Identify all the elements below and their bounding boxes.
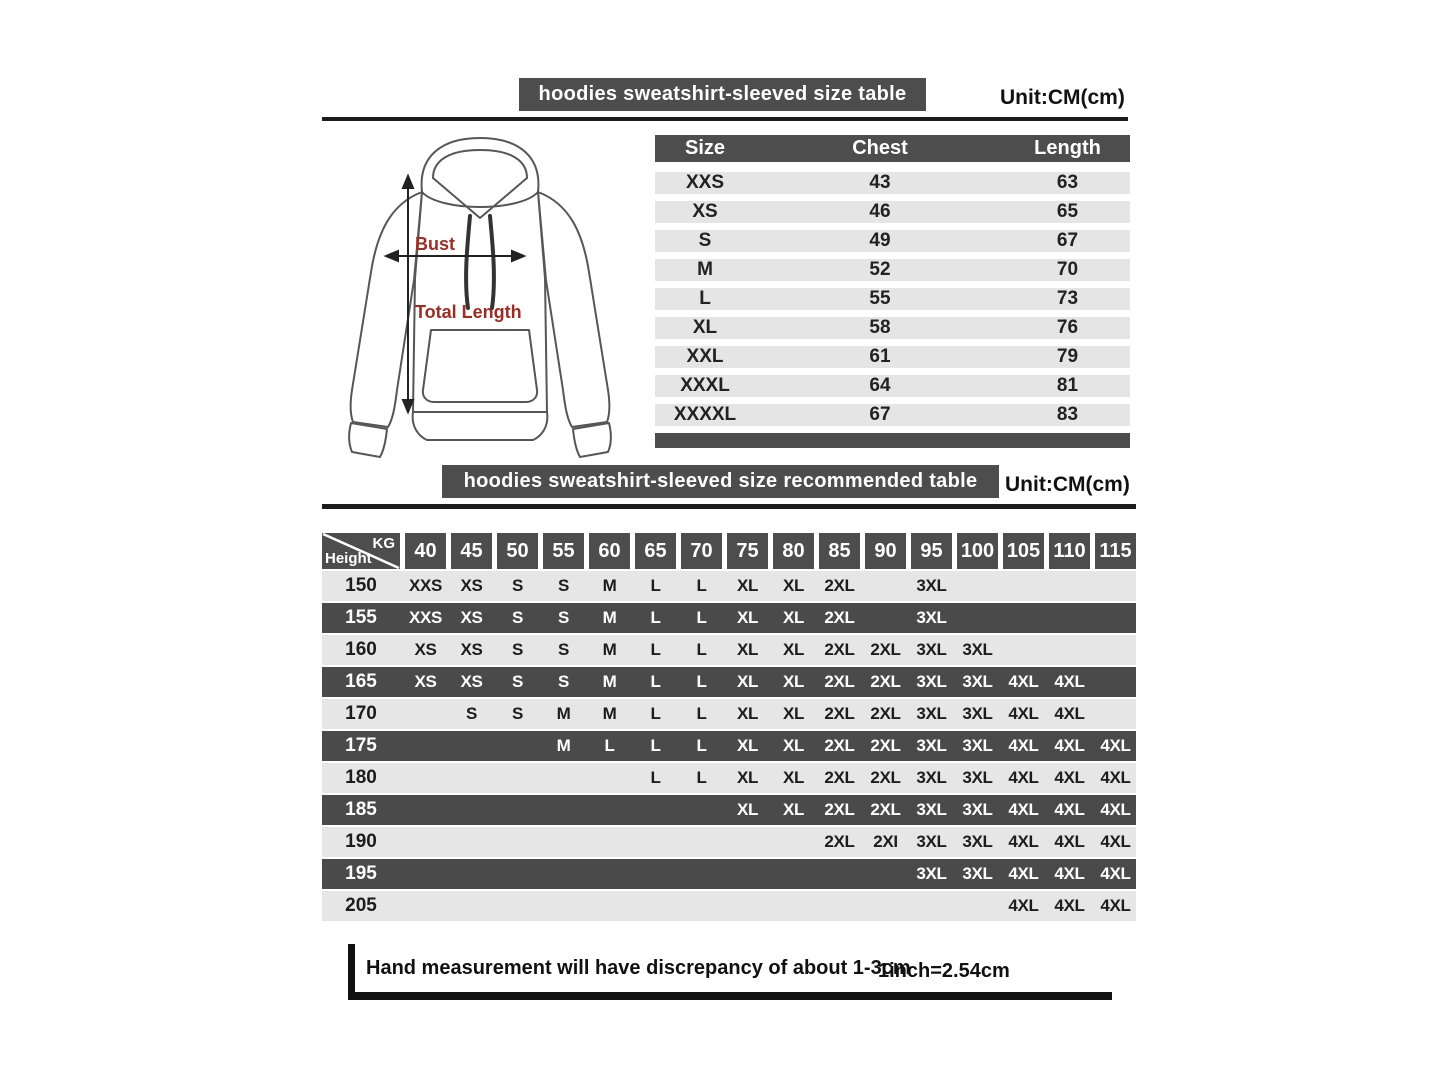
matrix-size-cell: L xyxy=(650,736,661,755)
divider-line-2 xyxy=(322,504,1136,509)
matrix-size-cell: M xyxy=(602,672,617,691)
matrix-size-cell: 2XL xyxy=(824,768,855,787)
matrix-size-cell: 2XL xyxy=(870,800,901,819)
matrix-size-cell: 4XL xyxy=(1054,736,1085,755)
matrix-size-cell: 2XL xyxy=(824,704,855,723)
hoodie-right-cuff xyxy=(573,423,611,457)
matrix-height-label: 180 xyxy=(345,767,377,788)
size-table xyxy=(655,135,1130,448)
matrix-size-cell: XL xyxy=(736,640,759,659)
size-cell-length: 73 xyxy=(1056,288,1079,309)
matrix-size-cell: XS xyxy=(460,640,483,659)
hoodie-left-sleeve xyxy=(351,192,422,427)
matrix-size-cell: 4XL xyxy=(1008,832,1039,851)
length-arrow-head-top xyxy=(403,176,413,188)
size-cell-length: 76 xyxy=(1056,317,1079,338)
matrix-size-cell: 4XL xyxy=(1054,704,1085,723)
size-cell-chest: 46 xyxy=(869,201,891,222)
matrix-size-cell: 3XL xyxy=(916,800,947,819)
matrix-row xyxy=(322,891,1136,921)
hoodie-right-sleeve xyxy=(538,192,609,427)
size-table-row xyxy=(655,172,1130,194)
size-cell-size: XS xyxy=(692,201,718,222)
matrix-size-cell: 4XL xyxy=(1054,672,1085,691)
matrix-height-label: 205 xyxy=(345,895,377,916)
matrix-size-cell: S xyxy=(511,640,524,659)
size-table-header-size: Size xyxy=(684,137,726,159)
matrix-size-cell: S xyxy=(511,608,524,627)
recommended-table-title: hoodies sweatshirt-sleeved size recommended table xyxy=(463,470,978,492)
matrix-size-cell: 2XL xyxy=(870,768,901,787)
size-cell-size: M xyxy=(697,259,713,280)
matrix-size-cell: 2XL xyxy=(870,736,901,755)
matrix-size-cell: 3XL xyxy=(916,736,947,755)
matrix-height-label: 170 xyxy=(345,703,377,724)
matrix-size-cell: 4XL xyxy=(1054,896,1085,915)
weight-header-cell: 95 xyxy=(911,533,952,569)
matrix-size-cell: 3XL xyxy=(962,768,993,787)
matrix-size-cell: XL xyxy=(782,672,805,691)
matrix-row xyxy=(322,859,1136,889)
size-table-row xyxy=(655,201,1130,223)
matrix-size-cell: XL xyxy=(782,800,805,819)
unit-label-2: Unit:CM(cm) xyxy=(1005,473,1130,496)
matrix-size-cell: XL xyxy=(782,768,805,787)
size-table-row xyxy=(655,317,1130,339)
matrix-size-cell: L xyxy=(696,704,707,723)
matrix-height-label: 150 xyxy=(345,575,377,596)
size-table-header xyxy=(655,135,1130,162)
size-cell-size: XL xyxy=(692,317,718,338)
hoodie-hem xyxy=(413,412,548,440)
matrix-row xyxy=(322,763,1136,793)
length-arrow-head-bottom xyxy=(403,400,413,412)
matrix-size-cell: 4XL xyxy=(1008,704,1039,723)
matrix-size-cell: M xyxy=(556,736,571,755)
matrix-size-cell: XL xyxy=(736,800,759,819)
unit-label-1: Unit:CM(cm) xyxy=(1000,86,1125,109)
matrix-row xyxy=(322,635,1136,665)
matrix-size-cell: 3XL xyxy=(916,672,947,691)
size-table-header-length: Length xyxy=(1034,137,1101,159)
hoodie-pocket xyxy=(423,330,537,402)
weight-header-cell: 105 xyxy=(1003,533,1044,569)
matrix-size-cell: L xyxy=(696,608,707,627)
matrix-size-cell: L xyxy=(696,768,707,787)
matrix-size-cell: 4XL xyxy=(1008,864,1039,883)
matrix-size-cell: L xyxy=(696,640,707,659)
corner-kg-label: KG xyxy=(372,535,395,552)
size-cell-chest: 43 xyxy=(869,172,891,193)
matrix-size-cell: 3XL xyxy=(916,768,947,787)
matrix-size-cell: 4XL xyxy=(1008,672,1039,691)
matrix-size-cell: L xyxy=(650,576,661,595)
matrix-size-cell: 3XL xyxy=(916,576,947,595)
matrix-height-label: 175 xyxy=(345,735,377,756)
weight-header-cell: 80 xyxy=(773,533,814,569)
size-cell-size: L xyxy=(699,288,711,309)
matrix-size-cell: M xyxy=(556,704,571,723)
matrix-size-cell: 4XL xyxy=(1054,864,1085,883)
size-cell-size: XXS xyxy=(685,172,725,193)
matrix-height-label: 195 xyxy=(345,863,377,884)
size-cell-chest: 52 xyxy=(869,259,891,280)
hoodie-left-cuff xyxy=(349,423,387,457)
matrix-size-cell: XL xyxy=(782,608,805,627)
matrix-height-label: 190 xyxy=(345,831,377,852)
size-cell-chest: 58 xyxy=(869,317,891,338)
matrix-size-cell: 4XL xyxy=(1100,864,1131,883)
matrix-size-cell: XS xyxy=(460,576,483,595)
matrix-size-cell: L xyxy=(650,672,661,691)
matrix-size-cell: 2XL xyxy=(824,800,855,819)
matrix-size-cell: 4XL xyxy=(1100,768,1131,787)
matrix-size-cell: 3XL xyxy=(916,608,947,627)
size-table-title: hoodies sweatshirt-sleeved size table xyxy=(538,83,907,105)
matrix-size-cell: 4XL xyxy=(1054,832,1085,851)
matrix-size-cell: XL xyxy=(736,704,759,723)
matrix-size-cell: M xyxy=(602,576,617,595)
size-cell-size: S xyxy=(698,230,712,251)
matrix-corner-cell xyxy=(322,533,400,569)
matrix-size-cell: 2XL xyxy=(824,640,855,659)
matrix-size-cell: L xyxy=(650,608,661,627)
matrix-size-cell: 3XL xyxy=(916,704,947,723)
matrix-size-cell: L xyxy=(696,672,707,691)
matrix-size-cell: S xyxy=(511,576,524,595)
size-cell-length: 67 xyxy=(1056,230,1079,251)
matrix-size-cell: M xyxy=(602,608,617,627)
matrix-size-cell: S xyxy=(511,672,524,691)
weight-header-cell: 90 xyxy=(865,533,906,569)
matrix-height-label: 155 xyxy=(345,607,377,628)
footer-note: Hand measurement will have discrepancy of about 1-3cm xyxy=(366,957,911,979)
matrix-size-cell: 3XL xyxy=(962,832,993,851)
matrix-size-cell: L xyxy=(650,704,661,723)
matrix-size-cell: XL xyxy=(782,640,805,659)
matrix-size-cell: 4XL xyxy=(1008,896,1039,915)
size-cell-size: XXXXL xyxy=(673,404,737,425)
matrix-row xyxy=(322,827,1136,857)
size-table-row xyxy=(655,375,1130,397)
size-table-row xyxy=(655,230,1130,252)
matrix-size-cell: 4XL xyxy=(1100,800,1131,819)
matrix-height-label: 185 xyxy=(345,799,377,820)
matrix-size-cell: 3XL xyxy=(962,640,993,659)
matrix-size-cell: XL xyxy=(736,608,759,627)
matrix-size-cell: S xyxy=(557,640,570,659)
weight-header-cell: 65 xyxy=(635,533,676,569)
weight-header-cell: 75 xyxy=(727,533,768,569)
weight-header-cell: 55 xyxy=(543,533,584,569)
weight-header-cell: 110 xyxy=(1049,533,1090,569)
matrix-size-cell: 4XL xyxy=(1008,768,1039,787)
matrix-size-cell: XS xyxy=(414,640,437,659)
matrix-size-cell: M xyxy=(602,640,617,659)
matrix-size-cell: L xyxy=(650,640,661,659)
matrix-size-cell: 3XL xyxy=(916,864,947,883)
matrix-row xyxy=(322,667,1136,697)
weight-header-cell: 70 xyxy=(681,533,722,569)
matrix-height-label: 165 xyxy=(345,671,377,692)
matrix-size-cell: XL xyxy=(736,576,759,595)
matrix-size-cell: 4XL xyxy=(1054,800,1085,819)
matrix-size-cell: 3XL xyxy=(916,832,947,851)
matrix-size-cell: XL xyxy=(782,704,805,723)
matrix-size-cell: L xyxy=(696,736,707,755)
weight-header-cell: 85 xyxy=(819,533,860,569)
matrix-size-cell: 4XL xyxy=(1100,896,1131,915)
divider-line-1 xyxy=(322,117,1128,121)
weight-header-cell: 50 xyxy=(497,533,538,569)
matrix-size-cell: L xyxy=(650,768,661,787)
matrix-header-row xyxy=(322,533,1136,569)
matrix-size-cell: 3XL xyxy=(962,704,993,723)
matrix-size-cell: XS xyxy=(460,672,483,691)
size-cell-size: XXL xyxy=(686,346,724,367)
matrix-size-cell: 2XL xyxy=(824,832,855,851)
size-cell-chest: 49 xyxy=(869,230,891,251)
total-length-label: Total Length xyxy=(415,302,522,322)
size-table-header-chest: Chest xyxy=(852,137,908,159)
matrix-size-cell: XL xyxy=(736,768,759,787)
matrix-size-cell: 2XL xyxy=(870,704,901,723)
matrix-size-cell: M xyxy=(602,704,617,723)
size-cell-length: 63 xyxy=(1056,172,1079,193)
hoodie-diagram xyxy=(330,128,630,460)
size-table-title-bar xyxy=(519,78,926,111)
matrix-row xyxy=(322,731,1136,761)
matrix-size-cell: 4XL xyxy=(1008,736,1039,755)
weight-header-cell: 100 xyxy=(957,533,998,569)
matrix-size-cell: S xyxy=(465,704,478,723)
size-cell-length: 79 xyxy=(1056,346,1079,367)
matrix-size-cell: 4XL xyxy=(1100,832,1131,851)
recommended-table-title-bar xyxy=(442,465,999,498)
matrix-row xyxy=(322,603,1136,633)
size-table-row xyxy=(655,288,1130,310)
size-cell-length: 83 xyxy=(1056,404,1079,425)
matrix-size-cell: 4XL xyxy=(1054,768,1085,787)
matrix-size-cell: XL xyxy=(782,576,805,595)
matrix-size-cell: L xyxy=(696,576,707,595)
matrix-size-cell: 3XL xyxy=(962,736,993,755)
matrix-size-cell: S xyxy=(557,608,570,627)
footer-bottom-bar xyxy=(348,992,1112,1000)
matrix-size-cell: XS xyxy=(460,608,483,627)
size-cell-length: 81 xyxy=(1056,375,1079,396)
matrix-size-cell: 2XL xyxy=(824,672,855,691)
weight-header-cell: 45 xyxy=(451,533,492,569)
matrix-size-cell: XL xyxy=(736,736,759,755)
matrix-size-cell: 2XL xyxy=(824,736,855,755)
matrix-size-cell: XL xyxy=(736,672,759,691)
matrix-size-cell: S xyxy=(511,704,524,723)
matrix-size-cell: 3XL xyxy=(962,800,993,819)
size-cell-chest: 61 xyxy=(869,346,891,367)
size-cell-chest: 67 xyxy=(869,404,891,425)
recommended-size-matrix xyxy=(322,533,1136,923)
matrix-body xyxy=(322,571,1136,921)
matrix-row xyxy=(322,795,1136,825)
matrix-size-cell: 2XL xyxy=(870,672,901,691)
matrix-size-cell: 4XL xyxy=(1008,800,1039,819)
matrix-height-label: 160 xyxy=(345,639,377,660)
matrix-row xyxy=(322,699,1136,729)
size-table-row xyxy=(655,259,1130,281)
matrix-size-cell: 2XL xyxy=(870,640,901,659)
weight-header-cell: 115 xyxy=(1095,533,1136,569)
matrix-size-cell: XL xyxy=(782,736,805,755)
matrix-size-cell: 4XL xyxy=(1100,736,1131,755)
matrix-size-cell: 3XL xyxy=(916,640,947,659)
matrix-size-cell: XS xyxy=(414,672,437,691)
corner-height-label: Height xyxy=(325,550,372,567)
size-table-row xyxy=(655,404,1130,426)
matrix-size-cell: L xyxy=(604,736,615,755)
footer-conversion: 1inch=2.54cm xyxy=(878,960,1010,982)
matrix-row xyxy=(322,571,1136,601)
weight-header-cell: 60 xyxy=(589,533,630,569)
matrix-size-cell: S xyxy=(557,672,570,691)
weight-header-cell: 40 xyxy=(405,533,446,569)
size-cell-chest: 55 xyxy=(869,288,891,309)
size-cell-size: XXXL xyxy=(680,375,730,396)
matrix-size-cell: S xyxy=(557,576,570,595)
bust-label: Bust xyxy=(415,234,455,254)
size-cell-chest: 64 xyxy=(869,375,891,396)
size-table-body xyxy=(655,172,1130,426)
size-cell-length: 70 xyxy=(1056,259,1079,280)
size-table-bottom-bar xyxy=(655,433,1130,448)
matrix-size-cell: XXS xyxy=(408,576,443,595)
size-cell-length: 65 xyxy=(1056,201,1079,222)
matrix-size-cell: 3XL xyxy=(962,672,993,691)
matrix-size-cell: 2XL xyxy=(824,576,855,595)
matrix-size-cell: 3XL xyxy=(962,864,993,883)
size-table-row xyxy=(655,346,1130,368)
matrix-size-cell: 2XI xyxy=(873,832,898,851)
matrix-size-cell: XXS xyxy=(408,608,443,627)
matrix-size-cell: 2XL xyxy=(824,608,855,627)
